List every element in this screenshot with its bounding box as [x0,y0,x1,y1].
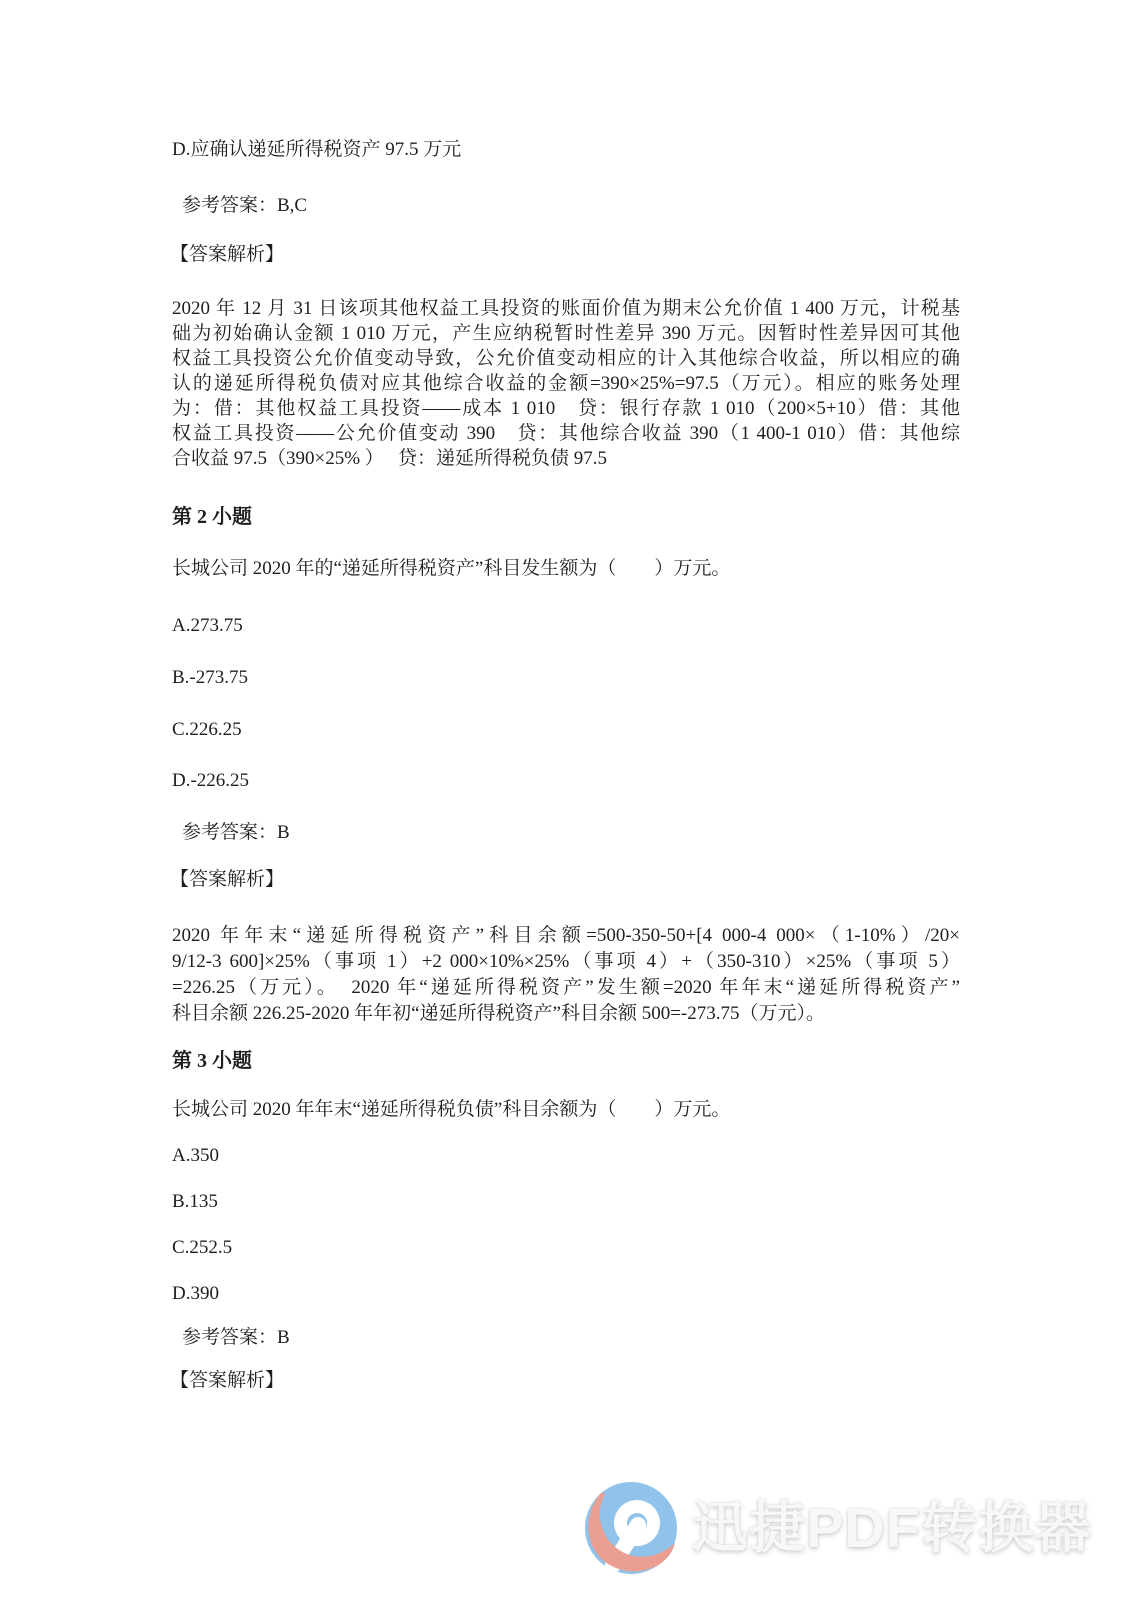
q3-reference-answer: 参考答案：B [182,1327,290,1348]
pdf-converter-watermark [584,1481,1092,1575]
q2-question-text: 长城公司 2020 年的“递延所得税资产”科目发生额为（ ）万元。 [172,558,731,579]
q3-option-a: A.350 [172,1145,219,1166]
q2-analysis-line: 9/12-3 600]×25%（事项 1）+2 000×10%×25%（事项 4）+（350-310）×25%（事项 5） [172,951,960,972]
q2-analysis-line: 2020 年年末“递延所得税资产”科目余额=500-350-50+[4 000-4 000×（1-10%）/20× [172,925,960,946]
pdf-converter-logo-icon [584,1481,678,1575]
q1-analysis-line: 权益工具投资公允价值变动导致，公允价值变动相应的计入其他综合收益，所以相应的确 [172,348,960,369]
q1-analysis-line: 础为初始确认金额 1 010 万元，产生应纳税暂时性差异 390 万元。因暂时性差异因可其他 [172,323,960,344]
pdf-converter-watermark-text: 迅捷PDF转换器 [692,1496,1092,1559]
q2-option-d: D.-226.25 [172,770,250,791]
q2-option-a: A.273.75 [172,615,243,636]
q3-heading: 第 3 小题 [172,1050,252,1072]
q2-analysis-paragraph [172,923,960,1027]
q1-analysis-line: 合收益 97.5（390×25% ） 贷：递延所得税负债 97.5 [172,448,608,469]
q2-option-c: C.226.25 [172,719,242,740]
q1-analysis-line: 2020 年 12 月 31 日该项其他权益工具投资的账面价值为期末公允价值 1 400 万元，计税基 [172,298,960,319]
q3-option-c: C.252.5 [172,1237,233,1258]
q2-analysis-line: =226.25（万元）。 2020 年“递延所得税资产”发生额=2020 年年末“递延所得税资产” [172,977,960,998]
q2-analysis-heading: 【答案解析】 [170,869,285,890]
q2-heading: 第 2 小题 [172,506,252,528]
q2-option-b: B.-273.75 [172,667,248,688]
q3-option-d: D.390 [172,1283,219,1304]
q3-option-b: B.135 [172,1191,218,1212]
q1-analysis-heading: 【答案解析】 [170,244,285,265]
q2-reference-answer: 参考答案：B [182,822,290,843]
q3-question-text: 长城公司 2020 年年末“递延所得税负债”科目余额为（ ）万元。 [172,1099,731,1120]
q1-analysis-line: 认的递延所得税负债对应其他综合收益的金额=390×25%=97.5（万元）。相应的账务处理 [172,373,960,394]
q1-analysis-line: 为：借：其他权益工具投资——成本 1 010 贷：银行存款 1 010（200×5+10）借：其他 [172,398,960,419]
q2-analysis-line: 科目余额 226.25-2020 年年初“递延所得税资产”科目余额 500=-273.75（万元）。 [172,1003,825,1024]
q3-analysis-heading: 【答案解析】 [170,1370,285,1391]
q1-analysis-line: 权益工具投资——公允价值变动 390 贷：其他综合收益 390（1 400-1 010）借：其他综 [172,423,960,444]
q1-option-d: D.应确认递延所得税资产 97.5 万元 [172,139,462,160]
q1-analysis-paragraph [172,296,960,471]
q1-reference-answer: 参考答案：B,C [182,195,308,216]
